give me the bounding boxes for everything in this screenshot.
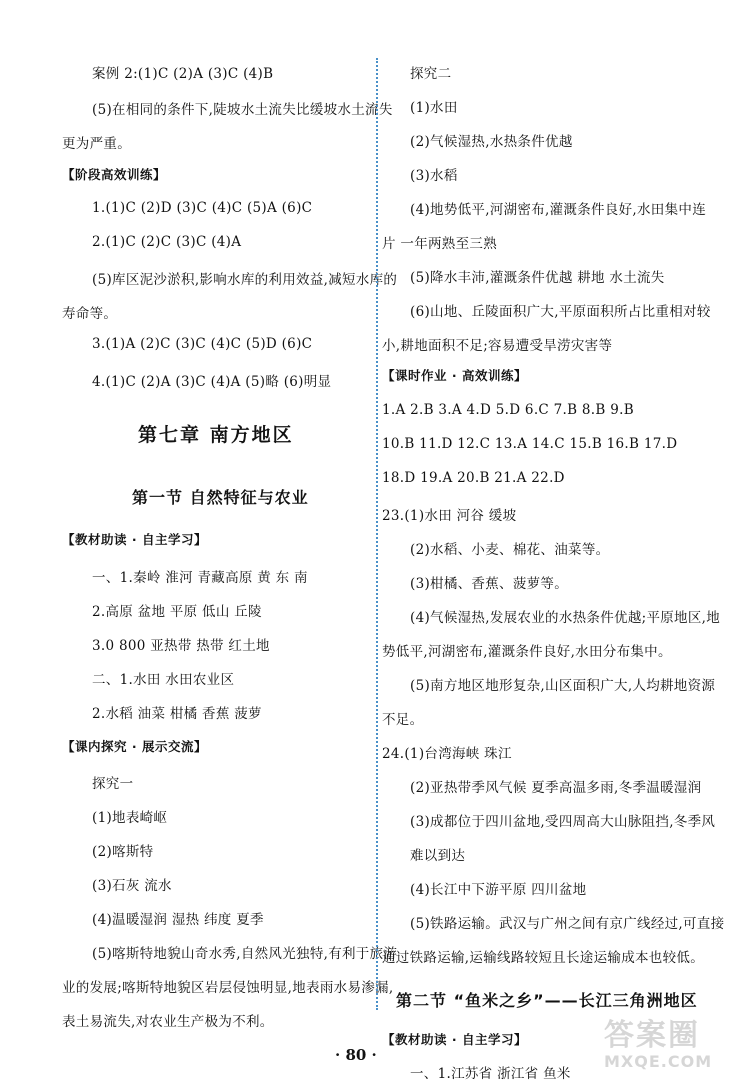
right-line: 难以到达: [410, 848, 466, 864]
page-number: · 80 ·: [335, 1046, 377, 1064]
right-line: (2)亚热带季风气候 夏季高温多雨,冬季温暖湿润: [410, 780, 702, 796]
right-line: 10.B 11.D 12.C 13.A 14.C 15.B 16.B 17.D: [382, 436, 678, 452]
left-line: (3)石灰 流水: [92, 878, 172, 894]
right-line: 一、1.江苏省 浙江省 鱼米: [410, 1066, 571, 1082]
column-divider: [376, 58, 378, 1010]
left-line: (5)在相同的条件下,陡坡水土流失比缓坡水土流失: [92, 102, 393, 118]
left-line: (2)喀斯特: [92, 844, 154, 860]
right-line: (2)气候湿热,水热条件优越: [410, 134, 573, 150]
left-line: (1)地表崎岖: [92, 810, 168, 826]
left-line: 二、1.水田 水田农业区: [92, 672, 235, 688]
left-line: 2.(1)C (2)C (3)C (4)A: [92, 234, 242, 250]
left-line: 【阶段高效训练】: [62, 167, 167, 182]
right-line: 小,耕地面积不足;容易遭受旱涝灾害等: [382, 338, 613, 354]
left-line: 探究一: [92, 776, 134, 792]
right-line: 势低平,河湖密布,灌溉条件良好,水田分布集中。: [382, 644, 672, 660]
left-line: 一、1.秦岭 淮河 青藏高原 黄 东 南: [92, 570, 308, 586]
left-line: 寿命等。: [62, 306, 118, 322]
right-line: 1.A 2.B 3.A 4.D 5.D 6.C 7.B 8.B 9.B: [382, 402, 634, 418]
right-line: 第二节 “鱼米之乡”——长江三角洲地区: [396, 991, 698, 1010]
left-line: 表土易流失,对农业生产极为不利。: [62, 1014, 274, 1030]
left-line: 3.0 800 亚热带 热带 红土地: [92, 638, 270, 654]
right-line: (4)地势低平,河湖密布,灌溉条件良好,水田集中连: [410, 202, 706, 218]
left-line: 4.(1)C (2)A (3)C (4)A (5)略 (6)明显: [92, 374, 332, 390]
left-line: 3.(1)A (2)C (3)C (4)C (5)D (6)C: [92, 336, 313, 352]
left-line: 【课内探究 · 展示交流】: [62, 739, 207, 754]
right-line: (4)气候湿热,发展农业的水热条件优越;平原地区,地: [410, 610, 721, 626]
right-line: (2)水稻、小麦、棉花、油菜等。: [410, 542, 610, 558]
right-line: (3)水稻: [410, 168, 458, 184]
watermark-url: MXQE.COM: [604, 1052, 713, 1071]
left-line: (4)温暖湿润 湿热 纬度 夏季: [92, 912, 264, 928]
left-line: 更为严重。: [62, 136, 131, 152]
right-line: 23.(1)水田 河谷 缓坡: [382, 508, 517, 524]
left-line: 案例 2:(1)C (2)A (3)C (4)B: [92, 66, 274, 82]
right-line: (6)山地、丘陵面积广大,平原面积所占比重相对较: [410, 304, 711, 320]
left-line: 第七章 南方地区: [138, 424, 294, 446]
right-line: 通过铁路运输,运输线路较短且长途运输成本也较低。: [382, 950, 704, 966]
left-line: 业的发展;喀斯特地貌区岩层侵蚀明显,地表雨水易渗漏,: [62, 980, 394, 996]
left-line: 第一节 自然特征与农业: [132, 488, 309, 507]
right-line: (4)长江中下游平原 四川盆地: [410, 882, 587, 898]
right-line: 18.D 19.A 20.B 21.A 22.D: [382, 470, 565, 486]
right-line: 片 一年两熟至三熟: [382, 236, 497, 252]
right-line: (3)成都位于四川盆地,受四周高大山脉阻挡,冬季风: [410, 814, 716, 830]
left-line: 2.高原 盆地 平原 低山 丘陵: [92, 604, 262, 620]
watermark-logo: [604, 1010, 744, 1084]
right-line: (3)柑橘、香蕉、菠萝等。: [410, 576, 569, 592]
watermark-text: 答案圈: [604, 1018, 700, 1053]
left-line: 1.(1)C (2)D (3)C (4)C (5)A (6)C: [92, 200, 313, 216]
right-line: 不足。: [382, 712, 424, 728]
left-line: (5)库区泥沙淤积,影响水库的利用效益,减短水库的: [92, 272, 398, 288]
right-line: 【教材助读 · 自主学习】: [382, 1032, 527, 1047]
right-line: (5)南方地区地形复杂,山区面积广大,人均耕地资源: [410, 678, 716, 694]
right-line: 24.(1)台湾海峡 珠江: [382, 746, 512, 762]
right-line: 【课时作业 · 高效训练】: [382, 368, 527, 383]
left-line: 2.水稻 油菜 柑橘 香蕉 菠萝: [92, 706, 262, 722]
left-line: (5)喀斯特地貌山奇水秀,自然风光独特,有利于旅游: [92, 946, 398, 962]
right-line: (5)铁路运输。武汉与广州之间有京广线经过,可直接: [410, 916, 725, 932]
right-line: (5)降水丰沛,灌溉条件优越 耕地 水土流失: [410, 270, 665, 286]
right-line: (1)水田: [410, 100, 458, 116]
left-line: 【教材助读 · 自主学习】: [62, 532, 207, 547]
right-line: 探究二: [410, 66, 452, 82]
